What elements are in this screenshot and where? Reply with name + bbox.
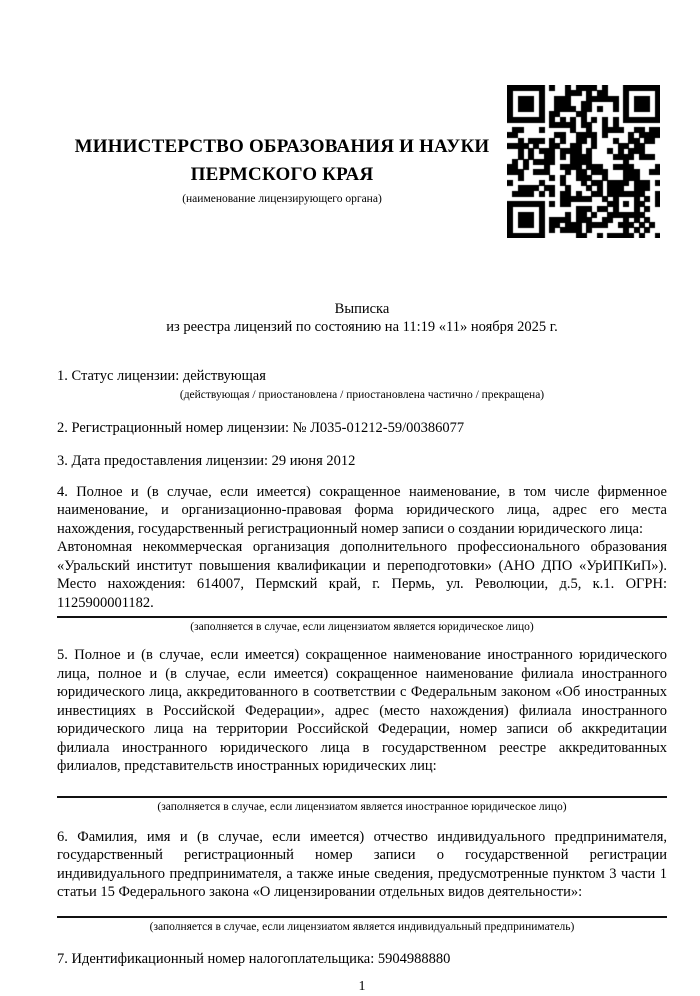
ministry-title-line1: МИНИСТЕРСТВО ОБРАЗОВАНИЯ И НАУКИ	[74, 136, 490, 157]
license-status-text: 1. Статус лицензии: действующая	[57, 368, 266, 384]
licensing-authority-block	[57, 85, 507, 206]
foreign-entity-caption: (заполняется в случае, если лицензиатом является иностранное юридическое лицо)	[157, 800, 567, 813]
foreign-entity-text: 5. Полное и (в случае, если имеется) сокращенное наименование иностранного юридического лица, полное и (в случае, если имеется) сокращенное наименование филиала иностранного юридического лица, аккредитованного в соответствии с Федеральным законом «Об иностранных инвестициях в Российской Федерации», адрес (место нахождения) филиала иностранного юридического лица на территории Российской Федерации, номер записи об аккредитации филиала иностранного юридического лица в государственном реестре аккредитованных филиалов, представительств иностранных юридических лиц:	[57, 647, 667, 774]
legal-entity-caption: (заполняется в случае, если лицензиатом является юридическое лицо)	[190, 621, 534, 633]
fill-in-line	[57, 616, 667, 618]
item-individual-entrepreneur	[57, 828, 667, 934]
blank-value-space	[57, 902, 667, 912]
document-header	[57, 85, 667, 238]
individual-entrepreneur-caption: (заполняется в случае, если лицензиатом является индивидуальный предприниматель)	[149, 920, 575, 933]
license-status-caption: (действующая / приостановлена / приостановлена частично / прекращена)	[179, 388, 545, 401]
taxpayer-number-text: 7. Идентификационный номер налогоплательщика: 5904988880	[57, 950, 451, 967]
item-foreign-entity	[57, 646, 667, 814]
item-legal-entity	[57, 483, 667, 635]
blank-value-space	[57, 776, 667, 792]
qr-code-icon	[507, 85, 660, 238]
individual-entrepreneur-text: 6. Фамилия, имя и (в случае, если имеется) отчество индивидуального предпринимателя, государственный регистрационный номер записи о государственной регистрации индивидуального предпринимателя, а также иные сведения, предусмотренные пунктом 3 части 1 статьи 15 Федерального закона «О лицензировании отдельных видов деятельности»:	[57, 828, 667, 900]
item-taxpayer-number	[57, 950, 667, 969]
document-title-block	[57, 300, 667, 336]
ministry-caption: (наименование лицензирующего органа)	[182, 193, 382, 205]
legal-entity-text: 4. Полное и (в случае, если имеется) сокращенное наименование, в том числе фирменное наименование, и организационно-правовая форма юридического лица, адрес его места нахождения, государственный регистрационный номер записи о создании юридического лица:	[57, 483, 667, 537]
license-date-text: 3. Дата предоставления лицензии: 29 июня 2012	[57, 453, 356, 469]
document-subtitle: из реестра лицензий по состоянию на 11:19 «11» ноября 2025 г.	[166, 319, 558, 335]
legal-entity-value: Автономная некоммерческая организация дополнительного профессионального образования «Уральский институт повышения квалификации и переподготовки» (АНО ДПО «УрИПКиП»). Место нахождения: 614007, Пермский край, г. Пермь, ул. Революции, д.5, к.1. ОГРН: 1125900001182.	[57, 539, 667, 611]
document-title: Выписка	[334, 301, 390, 317]
fill-in-line	[57, 796, 667, 798]
item-license-status	[57, 367, 667, 402]
item-license-date	[57, 452, 667, 471]
item-registration-number	[57, 419, 667, 438]
registration-number-text: 2. Регистрационный номер лицензии: № Л035-01212-59/00386077	[57, 419, 465, 436]
fill-in-line	[57, 916, 667, 918]
ministry-title-line2: ПЕРМСКОГО КРАЯ	[190, 164, 374, 185]
page-number: 1	[358, 979, 366, 994]
